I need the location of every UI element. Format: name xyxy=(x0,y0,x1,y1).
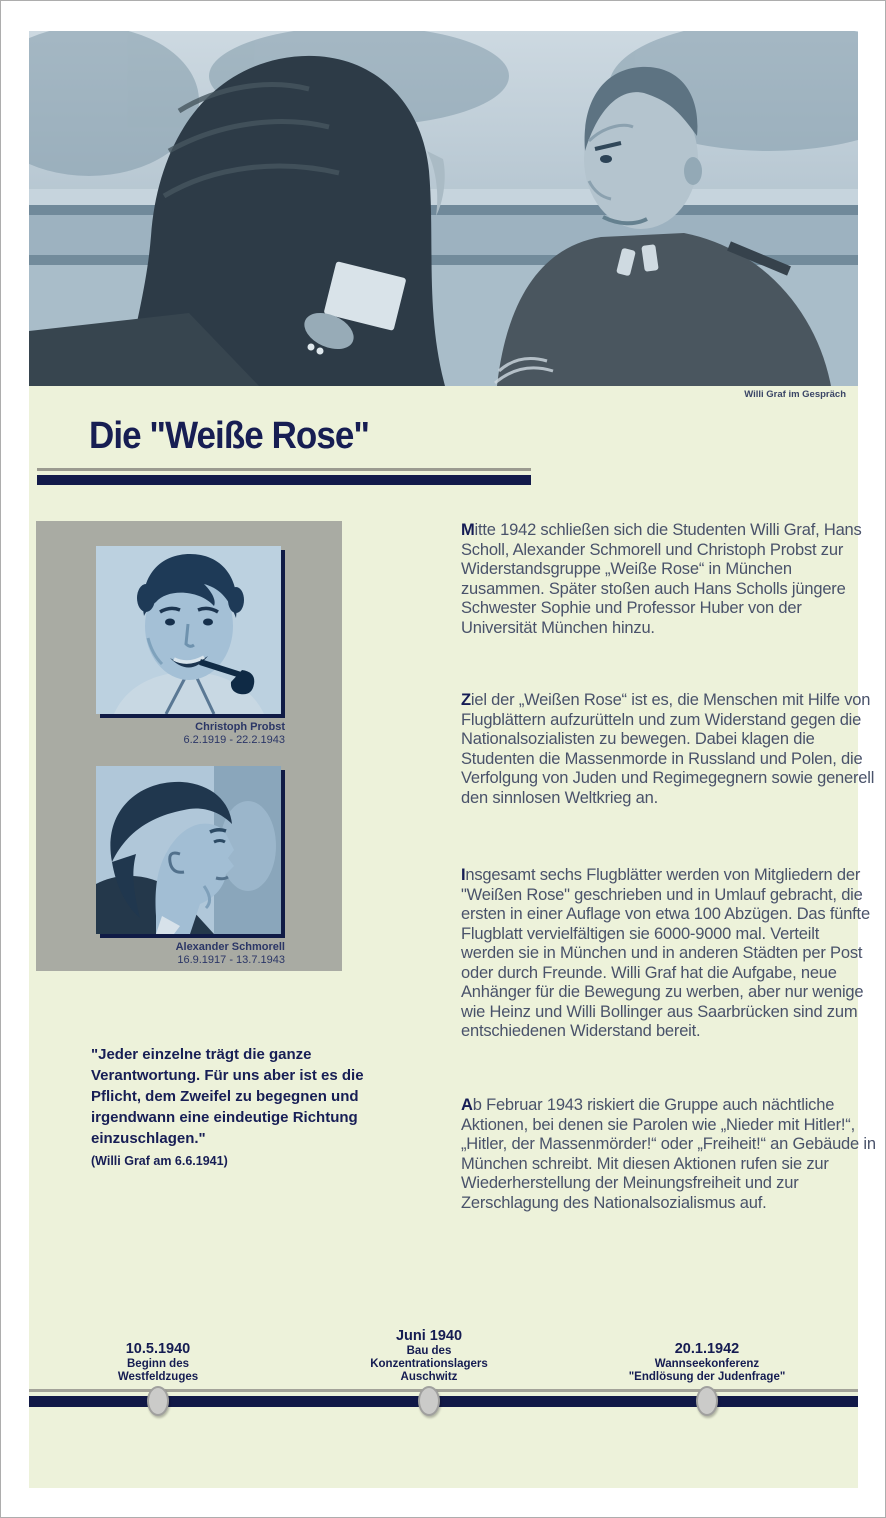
timeline-event-2-line-1: Bau des xyxy=(406,1345,452,1357)
paragraph-4 xyxy=(461,1096,876,1213)
timeline-event-1-line-1: Beginn des xyxy=(127,1358,189,1370)
paragraph-3-lead: I xyxy=(461,866,466,884)
quote-block xyxy=(91,1044,376,1168)
timeline-marker-1 xyxy=(147,1386,169,1416)
schmorell-dates: 16.9.1917 - 13.7.1943 xyxy=(177,953,285,966)
paragraph-4-lead: A xyxy=(461,1096,473,1114)
timeline-event-3-date: 20.1.1942 xyxy=(674,1341,740,1357)
quote-attribution: (Willi Graf am 6.6.1941) xyxy=(91,1154,228,1168)
paragraph-2-lead: Z xyxy=(461,691,471,709)
paragraph-1 xyxy=(461,521,876,638)
timeline-event-1-line-2: Westfeldzuges xyxy=(117,1371,199,1383)
timeline-marker-3 xyxy=(696,1386,718,1416)
hero-photo-illustration xyxy=(29,31,858,386)
quote-text: "Jeder einzelne trägt die ganze Verantwortung. Für uns aber ist es die Pflicht, dem Zweifel zu begegnen und irgendwann eine eindeutige Richtung einzuschlagen." xyxy=(91,1046,364,1147)
portrait-panel xyxy=(36,521,342,971)
timeline-marker-2 xyxy=(418,1386,440,1416)
page-title: Die "Weiße Rose" xyxy=(89,415,370,457)
portrait-photo-schmorell xyxy=(96,766,281,934)
paragraph-1-text: itte 1942 schließen sich die Studenten Willi Graf, Hans Scholl, Alexander Schmorell und Christoph Probst zur Widerstandsgruppe „Weiße Rose“ in München zusammen. Später stoßen auch Hans Scholls jüngere Schwester Sophie und Professor Huber von der Universität München hinzu. xyxy=(461,521,862,637)
schmorell-illustration xyxy=(96,766,281,934)
probst-illustration xyxy=(96,546,281,714)
schmorell-caption xyxy=(96,941,285,966)
timeline-event-3-line-2: "Endlösung der Judenfrage" xyxy=(628,1371,786,1383)
timeline-event-2-line-2: Konzentrationslagers xyxy=(370,1358,488,1370)
probst-dates: 6.2.1919 - 22.2.1943 xyxy=(183,733,285,746)
timeline-event-2-date: Juni 1940 xyxy=(395,1328,463,1344)
schmorell-name: Alexander Schmorell xyxy=(175,941,285,953)
timeline-event-3-line-1: Wannseekonferenz xyxy=(654,1358,760,1370)
paragraph-1-lead: M xyxy=(461,521,475,539)
timeline-event-2-line-3: Auschwitz xyxy=(400,1371,458,1383)
paragraph-2-text: iel der „Weißen Rose“ ist es, die Menschen mit Hilfe von Flugblättern aufzurütteln und zum Widerstand gegen die Nationalsozialisten zu bewegen. Dabei klagen die Studenten die Massenmorde in Russland und Polen, die Verfolgung von Juden und Regimegegnern sowie generell den sinnlosen Weltkrieg an. xyxy=(461,691,875,807)
paragraph-3-text: nsgesamt sechs Flugblätter werden von Mitgliedern der "Weißen Rose" geschrieben und in Umlauf gebracht, die ersten in einer Auflage von etwa 100 Abzügen. Das fünfte Flugblatt vervielfältigen sie 6000-9000 mal. Verteilt werden sie in München und in anderen Städten per Post oder durch Freunde. Willi Graf hat die Aufgabe, neue Anhänger für die Bewegung zu werben, aber nur wenige wie Heinz und Willi Bollinger aus Saarbrücken sind zum entschiedenen Widerstand bereit. xyxy=(461,866,870,1040)
probst-caption xyxy=(96,721,285,746)
title-rule-navy xyxy=(37,475,531,485)
timeline-event-auschwitz xyxy=(370,1328,488,1384)
timeline-event-wannsee xyxy=(629,1341,786,1384)
title-rule-gray xyxy=(37,468,531,471)
paragraph-3 xyxy=(461,866,876,1042)
paragraph-4-text: b Februar 1943 riskiert die Gruppe auch nächtliche Aktionen, bei denen sie Parolen wie „Nieder mit Hitler!“, „Hitler, der Massenmörder!“ oder „Freiheit!“ an Gebäude in München schreibt. Mit diesen Aktionen rufen sie zur Wiederherstellung der Meinungsfreiheit und zur Zerschlagung des Nationalsozialismus auf. xyxy=(461,1096,876,1212)
timeline-event-westfeldzug xyxy=(118,1341,198,1384)
paragraph-2 xyxy=(461,691,876,808)
hero-photo-caption: Willi Graf im Gespräch xyxy=(744,389,846,400)
probst-name: Christoph Probst xyxy=(195,721,285,733)
timeline-event-1-date: 10.5.1940 xyxy=(125,1341,191,1357)
portrait-photo-probst xyxy=(96,546,281,714)
panel-content xyxy=(29,31,876,1488)
hero-photo xyxy=(29,31,858,386)
